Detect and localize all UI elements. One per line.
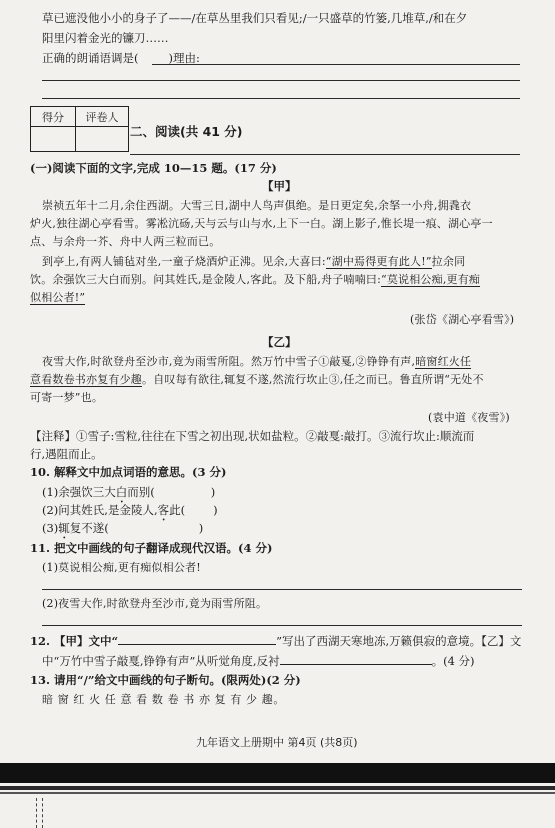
page-footer: 九年语文上册期中 第4页 (共8页) — [196, 736, 358, 749]
annotation-line: 行,遇阻而止。 — [30, 447, 103, 461]
question-intonation-b: )理由: — [168, 51, 200, 65]
text-span: 夜雪大作,时欲登舟至沙市,竟为雨雪所阻。然万竹中雪子①敲戛,②铮铮有声, — [42, 355, 416, 368]
passage-yi-source: (袁中道《夜雪》) — [428, 411, 510, 424]
question-11-item-1: (1)莫说相公痴,更有痴似相公者! — [42, 561, 201, 574]
question-10-item-3 — [42, 520, 203, 542]
passage-jia-line: 崇祯五年十二月,余住西湖。大雪三日,湖中人鸟声俱绝。是日更定矣,余拏一小舟,拥毳衣 — [42, 199, 472, 212]
poem-line-1: 草已遮没他小小的身子了——/在草丛里我们只看见;/一只盛草的竹篓,几堆草,/和在夕 — [42, 11, 468, 25]
question-12-line-2 — [42, 652, 475, 669]
dotted-word: 白 — [115, 485, 128, 499]
underlined-sentence: 暗窗红火任 — [415, 355, 472, 368]
binding-bar — [0, 792, 555, 794]
poem-line-2: 阳里闪着金光的镰刀…… — [42, 31, 169, 45]
passage-jia-source: (张岱《湖心亭看雪》) — [410, 313, 515, 326]
text-span: 。自叹每有欲往,辄复不遂,然流行坎止③,任之而已。鲁直所谓“无处不 — [142, 373, 484, 386]
answer-line[interactable] — [42, 589, 522, 590]
question-intonation-a: 正确的朗诵语调是( — [42, 51, 139, 65]
answer-blank[interactable] — [280, 652, 432, 665]
text-span: ) — [210, 485, 216, 499]
passage-jia-heading: 【甲】 — [262, 179, 297, 193]
cut-line — [42, 798, 43, 828]
underlined-sentence: 意看数卷书亦复有少趣 — [30, 373, 142, 386]
cut-line — [36, 798, 37, 828]
grader-cell[interactable] — [76, 127, 129, 152]
passage-yi-line — [30, 372, 484, 388]
text-span: 12. 【甲】文中“ — [30, 634, 119, 648]
question-13-title: 13. 请用“/”给文中画线的句子断句。(限两处)(2 分) — [30, 673, 301, 687]
dotted-word: 辄 — [58, 521, 70, 535]
text-span: 拉余同 — [431, 255, 466, 268]
answer-line[interactable] — [42, 98, 520, 99]
score-cell[interactable] — [31, 127, 76, 152]
question-11-item-2: (2)夜雪大作,时欲登舟至沙市,竟为雨雪所阻。 — [42, 597, 268, 610]
text-span: 而别( — [127, 485, 155, 499]
score-box — [30, 106, 129, 152]
answer-blank[interactable] — [118, 632, 276, 645]
question-13-sentence[interactable]: 暗 窗 红 火 任 意 看 数 卷 书 亦 复 有 少 趣。 — [42, 693, 285, 706]
text-span: ) — [198, 521, 204, 535]
section-title: 二、阅读(共 41 分) — [130, 124, 243, 139]
binding-bar — [0, 786, 555, 790]
text-span: (3) — [42, 521, 59, 535]
text-span: (1)余强饮三大 — [42, 485, 116, 499]
question-11-title: 11. 把文中画线的句子翻译成现代汉语。(4 分) — [30, 541, 273, 555]
answer-line[interactable] — [42, 625, 522, 626]
passage-jia-line: 炉火,独往湖心亭看雪。雾凇沆砀,天与云与山与水,上下一白。湖上影子,惟长堤一痕、湖心亭一 — [30, 217, 493, 230]
passage-jia-line — [42, 254, 465, 270]
section-divider — [130, 154, 520, 155]
text-span: 饮。余强饮三大白而别。问其姓氏,是金陵人,客此。及下船,舟子喃喃曰: — [30, 273, 381, 286]
text-span: ”写出了西湖天寒地冻,万籁俱寂的意境。【乙】文 — [276, 634, 522, 648]
text-span: 。(4 分) — [431, 654, 475, 668]
text-span: ) — [213, 503, 218, 517]
passage-jia-line — [30, 290, 85, 306]
passage-jia-line: 点、与余舟一芥、舟中人两三粒而已。 — [30, 235, 221, 248]
score-label: 得分 — [31, 107, 76, 127]
passage-yi-line — [42, 354, 471, 370]
text-span: 中“万竹中雪子敲戛,铮铮有声”从听觉角度,反衬 — [42, 654, 280, 668]
dotted-word: 客 — [157, 503, 170, 517]
binding-bar — [0, 763, 555, 783]
answer-line[interactable] — [152, 64, 520, 65]
passage-yi-line: 可寄一梦”也。 — [30, 391, 104, 404]
passage-jia-line — [30, 272, 480, 288]
underlined-sentence: “湖中焉得更有此人!” — [325, 255, 432, 268]
part-intro: (一)阅读下面的文字,完成 10—15 题。(17 分) — [30, 161, 277, 175]
text-span: (2)问其姓氏,是金陵人, — [42, 503, 158, 517]
grader-label: 评卷人 — [76, 107, 129, 127]
question-12-line-1 — [30, 632, 521, 649]
underlined-sentence: “莫说相公痴,更有痴 — [381, 273, 481, 286]
underlined-sentence: 似相公者!” — [30, 291, 86, 304]
text-span: 到亭上,有两人铺毡对坐,一童子烧酒炉正沸。见余,大喜曰: — [42, 255, 326, 268]
text-span: 复不遂( — [69, 521, 109, 535]
passage-yi-heading: 【乙】 — [262, 335, 297, 349]
question-10-title: 10. 解释文中加点词语的意思。(3 分) — [30, 465, 227, 479]
answer-line[interactable] — [42, 80, 520, 81]
annotation-line: 【注释】①雪子:雪粒,往往在下雪之初出现,状如盐粒。②敲戛:敲打。③流行坎止:顺流而 — [30, 429, 475, 443]
text-span: 此( — [169, 503, 186, 517]
